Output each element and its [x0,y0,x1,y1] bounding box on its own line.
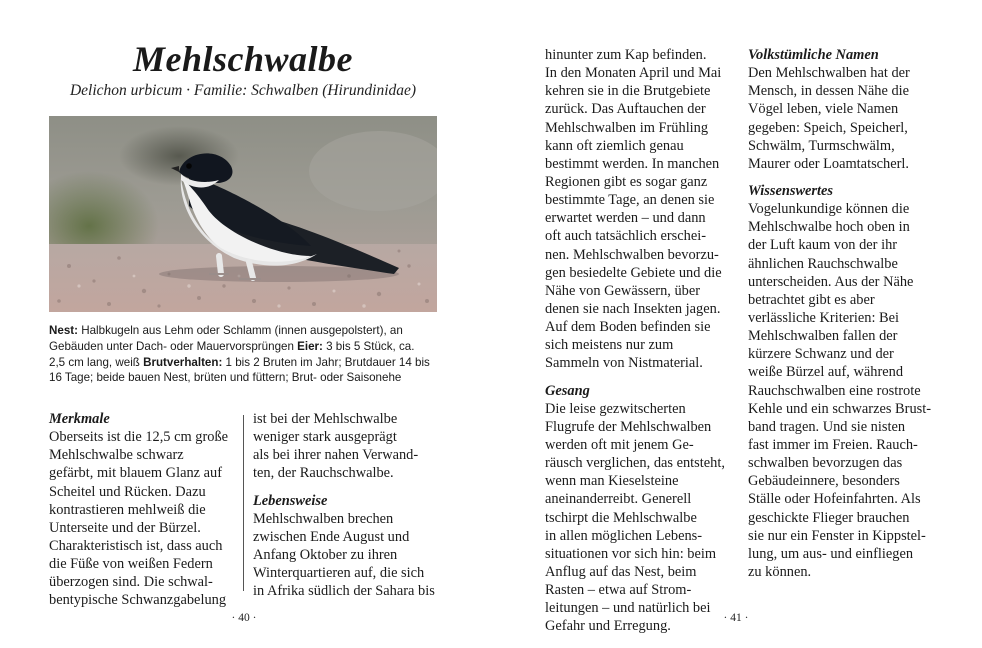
body-text-line: die Füße von weißen Federn [49,556,213,573]
body-text-line: nen. Mehlschwalben bevorzu- [545,246,719,263]
body-text-line: unterscheiden. Aus der Nähe [748,273,914,290]
body-text-line: Nähe von Gewässern, über [545,282,701,299]
section-heading: Lebensweise [253,492,328,509]
section-gap [748,173,931,182]
body-text-line: hinunter zum Kap befinden. [545,47,707,63]
body-text-line: in Afrika südlich der Sahara bis [253,583,435,600]
section-heading: Volkstümliche Namen [748,47,879,63]
body-text-line: denen sie nach Insekten jagen. [545,300,721,317]
page-number-right: · 41 · [723,612,749,624]
caption-text: 3 bis 5 Stück, ca. [322,339,415,353]
body-text-line: Flugrufe der Mehlschwalben [545,418,712,435]
body-text-line: betrachtet gibt es aber [748,291,875,308]
section-heading: Merkmale [49,411,110,427]
body-text-line: sie nur ein Fenster in Kippstel- [748,527,926,544]
body-text-line: band tragen. Und sie nisten [748,418,906,435]
body-text-line: Anflug auf das Nest, beim [545,563,697,580]
species-subtitle: Delichon urbicum · Familie: Schwalben (Hirundinidae) [69,82,417,99]
page-number-left: · 40 · [231,612,257,624]
body-text-line: Ställe oder Hofeinfahrten. Als [748,491,921,508]
body-text-line: bentypische Schwanzgabelung [49,592,227,609]
caption-line [49,339,441,355]
body-text-line: kürzere Schwanz und der [748,346,894,363]
body-text-line: Mehlschwalben brechen [253,510,394,527]
body-text-line: Anfang Oktober zu ihren [253,546,398,563]
body-text-line: Vögel leben, viele Namen [748,101,899,118]
body-text-line: gegeben: Speich, Speicherl, [748,119,908,136]
caption-label: Eier: [297,339,323,353]
body-text-line: weiße Bürzel auf, während [748,364,904,381]
body-text-line: geschickte Flieger brauchen [748,509,910,526]
section-heading: Wissenswertes [748,182,834,199]
body-text-line: kann oft ziemlich genau [545,137,684,154]
body-text-line: überzogen sind. Die schwal- [49,574,213,591]
body-text-line: Gefahr und Erregung. [545,618,671,635]
body-text-line: tschirpt die Mehlschwalbe [545,509,697,526]
body-text-line: als bei ihrer nahen Verwand- [253,447,419,464]
body-text-line: Winterquartieren auf, die sich [253,565,425,582]
body-text-line: zu können. [748,563,812,580]
body-text-line: weniger stark ausgeprägt [253,429,397,446]
body-text-line: Mehlschwalben fallen der [748,328,898,345]
section-gap [253,483,435,492]
body-text-line: fast immer im Freien. Rauch- [748,436,918,453]
body-text-line: Auf dem Boden befinden sie [545,319,711,336]
right-page-column-1 [545,46,725,636]
body-text-line: In den Monaten April und Mai [545,65,722,82]
body-text-line: bestimmt werden. In manchen [545,155,720,172]
body-text-line: Schwälm, Turmschwälm, [748,137,895,154]
caption-label: Brutverhalten: [143,355,223,369]
body-text-line: gen besiedelte Gebiete und die [545,264,722,281]
nest-info-caption [49,323,441,386]
caption-line [49,370,441,386]
body-text-line: Rasten – etwa auf Strom- [545,582,692,599]
left-page-column-1 [49,410,228,610]
body-text-line: ten, der Rauchschwalbe. [253,465,394,482]
body-text-line: Oberseits ist die 12,5 cm große [49,429,229,446]
body-text-line: Vogelunkundige können die [748,201,910,218]
body-text-line: erwartet werden – und dann [545,210,706,227]
body-text-line: Mehlschwalben im Frühling [545,119,709,136]
left-page-column-2 [253,410,435,600]
body-text-line: lung, um aus- und einfliegen [748,545,914,562]
body-text-line: kehren sie in die Brutgebiete [545,83,711,100]
body-text-line: wenn man Kieselsteine [545,473,679,490]
body-text-line: zwischen Ende August und [253,528,410,545]
caption-text: 2,5 cm lang, weiß [49,355,144,369]
caption-line [49,323,441,339]
body-text-line: Mehlschwalbe schwarz [49,447,184,464]
right-page-column-2 [748,46,931,581]
body-text-line: sich meistens nur zum [545,337,674,354]
body-text-line: Mehlschwalbe hoch oben in [748,219,910,236]
body-text-line: Mensch, in dessen Nähe die [748,83,910,100]
caption-line [49,355,441,371]
body-text-line: räusch verglichen, das entsteht, [545,455,725,472]
body-text-line: bestimmte Tage, an denen sie [545,192,715,209]
body-text-line: schwalben bevorzugen das [748,455,903,472]
house-martin-photo [49,116,437,312]
body-text-line: Die leise gezwitscherten [545,400,686,417]
caption-text: 16 Tage; beide bauen Nest, brüten und füttern; Brut- oder Saisonehe [49,371,402,385]
body-text-line: Gebäudeinnere, besonders [748,473,900,490]
body-text-line: Charakteristisch ist, dass auch [49,537,223,554]
caption-text: 1 bis 2 Bruten im Jahr; Brutdauer 14 bis [222,355,430,369]
body-text-line: gefärbt, mit blauem Glanz auf [49,465,223,482]
body-text-line: situationen vor sich hin: beim [545,545,717,562]
body-text-line: werden oft mit jenem Ge- [545,436,694,453]
body-text-line: Rauchschwalben eine rostrote [748,382,921,399]
body-text-line: Kehle und ein schwarzes Brust- [748,400,932,417]
caption-label: Nest: [49,324,78,337]
body-text-line: Den Mehlschwalben hat der [748,65,910,82]
body-text-line: Sammeln von Nistmaterial. [545,355,703,372]
section-gap [545,373,725,382]
body-text-line: aneinanderreibt. Generell [545,491,692,508]
body-text-line: Regionen gibt es sogar ganz [545,173,708,190]
body-text-line: ähnlichen Rauchschwalbe [748,255,898,272]
body-text-line: Unterseite und der Bürzel. [49,519,201,536]
body-text-line: leitungen – und natürlich bei [545,600,711,617]
section-heading: Gesang [545,382,590,399]
body-text-line: Scheitel und Rücken. Dazu [49,483,206,500]
column-divider [243,415,244,591]
body-text-line: verlässliche Kriterien: Bei [748,309,900,326]
caption-text: Gebäuden unter Dach- oder Mauervorsprüngen [49,339,298,353]
body-text-line: kontrastieren mehlweiß die [49,501,206,518]
body-text-line: der Luft kaum von der ihr [748,237,898,254]
body-text-line: oft auch tatsächlich erschei- [545,228,707,245]
caption-text: Halbkugeln aus Lehm oder Schlamm (innen ausgepolstert), an [78,324,403,337]
body-text-line: in allen möglichen Lebens- [545,527,703,544]
body-text-line: zurück. Das Auftauchen der [545,101,706,118]
body-text-line: Maurer oder Loamtatscherl. [748,155,910,172]
body-text-line: ist bei der Mehlschwalbe [253,411,398,427]
species-title: Mehlschwalbe [132,39,353,79]
